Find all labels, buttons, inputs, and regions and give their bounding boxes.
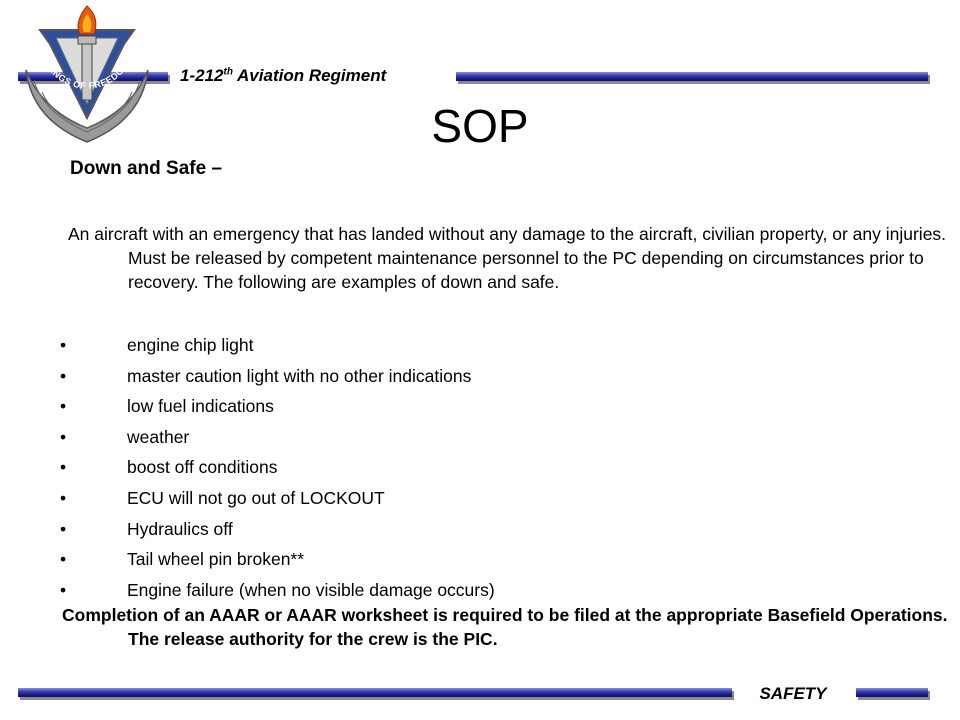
bullet-dot: •: [60, 365, 67, 386]
intro-paragraph: An aircraft with an emergency that has landed without any damage to the aircraft, civilian property, or any injuries. Must be released by competent maintenance personnel to the PC depending on circumstances prior to recovery. The following are examples of down and safe.: [68, 224, 947, 292]
list-item-text: Engine failure (when no visible damage occurs): [127, 579, 495, 600]
bullet-dot: •: [60, 457, 67, 478]
bullet-dot: •: [60, 487, 67, 508]
conclusion-paragraph: Completion of an AAAR or AAAR worksheet is required to be filed at the appropriate Basefield Operations. The release authority for the crew is the PIC.: [62, 605, 948, 649]
bullet-dot: •: [60, 549, 67, 570]
org-prefix: 1-212: [180, 66, 224, 85]
list-item: [60, 452, 860, 483]
footer-bar-right: [856, 688, 928, 697]
org-suffix: Aviation Regiment: [232, 66, 387, 85]
organization-title: [180, 66, 450, 86]
org-superscript: th: [223, 66, 233, 78]
list-item-text: Hydraulics off: [127, 518, 233, 539]
footer-label: SAFETY: [759, 684, 827, 703]
bullet-dot: •: [60, 396, 67, 417]
section-subtitle: Down and Safe –: [70, 158, 223, 179]
list-item-text: ECU will not go out of LOCKOUT: [127, 487, 385, 508]
list-item: [60, 330, 860, 361]
list-item-text: engine chip light: [127, 335, 254, 355]
bullet-dot: •: [60, 335, 67, 355]
list-item-text: boost off conditions: [127, 457, 278, 478]
list-item: [60, 575, 860, 606]
bullet-dot: •: [60, 518, 67, 539]
list-item-text: low fuel indications: [127, 396, 274, 417]
list-item-text: weather: [127, 426, 190, 447]
list-item-text: master caution light with no other indications: [127, 365, 472, 386]
footer-bar-left: [18, 688, 732, 697]
crest-motto: WINGS OF FREEDOM: [43, 59, 131, 91]
list-item: [60, 544, 860, 575]
list-item: [60, 483, 860, 514]
bullet-dot: •: [60, 426, 67, 447]
header-bar-right: [456, 72, 928, 81]
unit-crest-logo: [12, 0, 162, 150]
list-item: [60, 422, 860, 453]
bullet-dot: •: [60, 579, 67, 600]
slide-title: SOP: [431, 100, 529, 152]
list-item: [60, 391, 860, 422]
examples-list: [60, 330, 860, 605]
list-item: [60, 361, 860, 392]
list-item-text: Tail wheel pin broken**: [127, 549, 305, 570]
list-item: [60, 514, 860, 545]
